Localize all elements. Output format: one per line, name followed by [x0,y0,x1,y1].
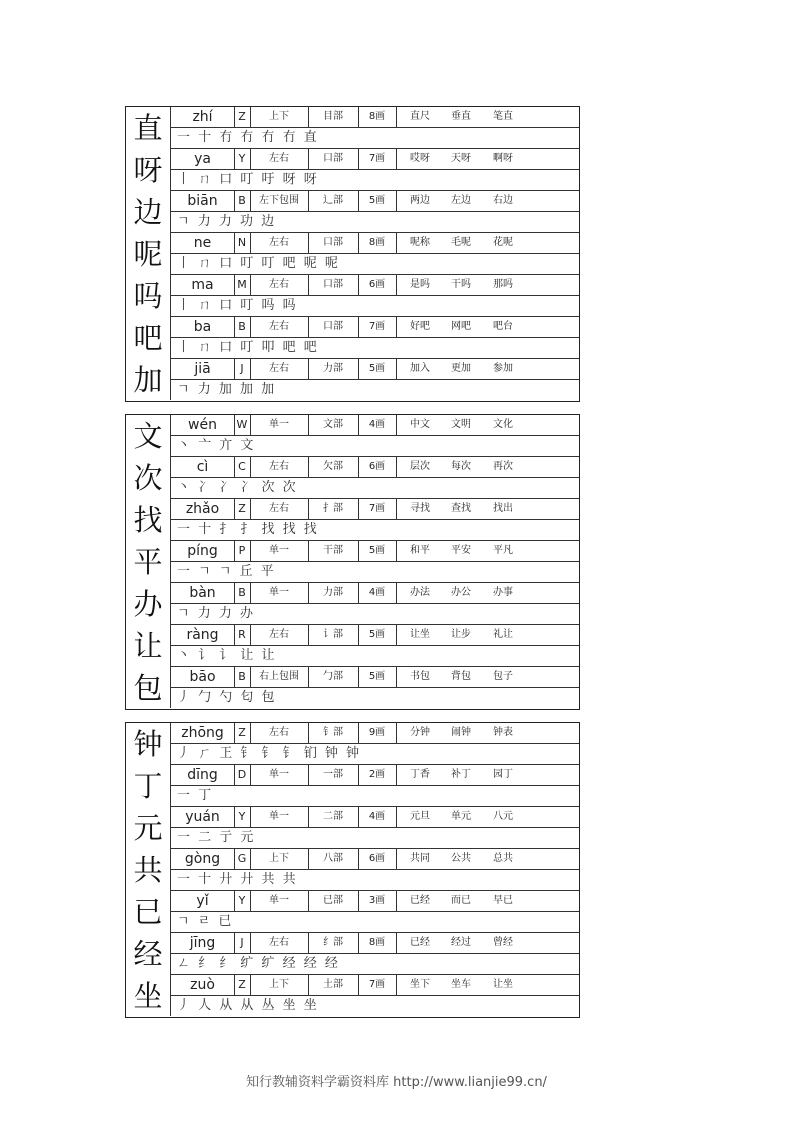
word-3: 笔直 [493,111,513,122]
stroke-count: 6画 [358,849,397,869]
stroke-order: 丿 勹 勺 匂 包 [170,688,579,708]
word-1: 直尺 [410,111,430,122]
stroke-count: 6画 [358,275,397,295]
radical: 辶部 [308,191,359,211]
large-character: 找 [133,503,163,537]
character-row [126,149,579,191]
large-character: 平 [133,545,163,579]
large-character: 办 [133,587,163,621]
stroke-order: 丨 ㄇ 口 叮 叮 吧 呢 呢 [170,254,579,274]
pinyin: ba [171,317,235,337]
stroke-count: 2画 [358,765,397,785]
radical: 口部 [308,149,359,169]
stroke-order: ㄥ 纟 纟 纩 纩 经 经 经 [170,954,579,974]
stroke-count: 4画 [358,583,397,603]
structure: 左右 [250,275,309,295]
word-1: 两边 [410,195,430,206]
initial-letter: J [234,933,251,953]
stroke-order: 丶 冫 冫 冫 次 次 [170,478,579,498]
large-character: 经 [133,937,163,971]
word-3: 总共 [493,853,513,864]
radical: 口部 [308,275,359,295]
character-row [126,415,579,457]
stroke-order: 一 ㄱ ㄱ 丘 平 [170,562,579,582]
stroke-order: 丶 讠 讠 让 让 [170,646,579,666]
character-info [170,807,579,828]
radical: 纟部 [308,933,359,953]
stroke-count: 5画 [358,625,397,645]
word-1: 分钟 [410,727,430,738]
word-2: 补丁 [451,769,471,780]
word-2: 经过 [451,937,471,948]
initial-letter: M [234,275,251,295]
word-3: 曾经 [493,937,513,948]
initial-letter: Z [234,975,251,995]
character-info [170,765,579,786]
pinyin: dīng [171,765,235,785]
initial-letter: Z [234,723,251,743]
word-1: 书包 [410,671,430,682]
word-3: 那吗 [493,279,513,290]
large-character: 呢 [133,237,163,271]
word-3: 八元 [493,811,513,822]
character-table [125,414,580,710]
initial-letter: B [234,317,251,337]
structure: 左右 [250,457,309,477]
radical: 力部 [308,359,359,379]
stroke-order: 一 丁 [170,786,579,806]
stroke-count: 8画 [358,933,397,953]
character-info [170,275,579,296]
pinyin: wén [171,415,235,435]
character-row [126,359,579,401]
radical: 讠部 [308,625,359,645]
structure: 单一 [250,583,309,603]
stroke-count: 8画 [358,233,397,253]
radical: 八部 [308,849,359,869]
radical: 土部 [308,975,359,995]
word-3: 平凡 [493,545,513,556]
stroke-order: 一 十 扌 扌 找 找 找 [170,520,579,540]
structure: 左右 [250,499,309,519]
stroke-order: 丨 ㄇ 口 叮 叩 吧 吧 [170,338,579,358]
word-1: 寻找 [410,503,430,514]
structure: 右上包围 [250,667,309,687]
character-info [170,975,579,996]
large-character: 呀 [133,153,163,187]
pinyin: bàn [171,583,235,603]
radical: 口部 [308,233,359,253]
word-1: 已经 [410,937,430,948]
character-row [126,849,579,891]
word-1: 加入 [410,363,430,374]
stroke-count: 4画 [358,415,397,435]
radical: 力部 [308,583,359,603]
word-2: 平安 [451,545,471,556]
large-character: 直 [133,111,163,145]
pinyin: zhǎo [171,499,235,519]
word-2: 公共 [451,853,471,864]
structure: 左右 [250,149,309,169]
stroke-order: 一 十 冇 冇 冇 冇 直 [170,128,579,148]
character-info [170,583,579,604]
word-2: 而已 [451,895,471,906]
radical: 口部 [308,317,359,337]
structure: 上下 [250,975,309,995]
radical: 扌部 [308,499,359,519]
character-row [126,107,579,149]
word-2: 单元 [451,811,471,822]
word-1: 坐下 [410,979,430,990]
character-row [126,233,579,275]
large-character: 加 [133,363,163,397]
structure: 左右 [250,233,309,253]
large-character: 吧 [133,321,163,355]
stroke-count: 8画 [358,107,397,127]
radical: 二部 [308,807,359,827]
word-3: 再次 [493,461,513,472]
stroke-order: 丶 亠 亣 文 [170,436,579,456]
stroke-count: 7画 [358,149,397,169]
character-row [126,275,579,317]
character-row [126,807,579,849]
word-2: 网吧 [451,321,471,332]
pinyin: ya [171,149,235,169]
character-row [126,317,579,359]
initial-letter: B [234,583,251,603]
word-3: 右边 [493,195,513,206]
radical: 目部 [308,107,359,127]
stroke-count: 4画 [358,807,397,827]
word-3: 早已 [493,895,513,906]
word-1: 共同 [410,853,430,864]
stroke-count: 9画 [358,723,397,743]
pinyin: ma [171,275,235,295]
radical: 一部 [308,765,359,785]
character-row [126,891,579,933]
pinyin: yuán [171,807,235,827]
pinyin: bāo [171,667,235,687]
character-row [126,583,579,625]
word-2: 更加 [451,363,471,374]
word-3: 园丁 [493,769,513,780]
character-info [170,933,579,954]
stroke-count: 5画 [358,359,397,379]
initial-letter: P [234,541,251,561]
structure: 左右 [250,723,309,743]
initial-letter: Z [234,499,251,519]
radical: 干部 [308,541,359,561]
radical: 文部 [308,415,359,435]
word-3: 办事 [493,587,513,598]
word-3: 吧台 [493,321,513,332]
pinyin: zuò [171,975,235,995]
character-info [170,415,579,436]
word-3: 花呢 [493,237,513,248]
large-character: 包 [133,671,163,705]
character-info [170,541,579,562]
structure: 单一 [250,807,309,827]
word-1: 好吧 [410,321,430,332]
stroke-count: 7画 [358,317,397,337]
stroke-order: 丨 ㄇ 口 叮 吗 吗 [170,296,579,316]
word-1: 办法 [410,587,430,598]
structure: 上下 [250,107,309,127]
footer-text: 知行教辅资料学霸资料库 http://www.lianjie99.cn/ [246,1075,547,1090]
word-2: 天呀 [451,153,471,164]
initial-letter: W [234,415,251,435]
character-row [126,457,579,499]
radical: 勹部 [308,667,359,687]
word-2: 毛呢 [451,237,471,248]
large-character: 文 [133,419,163,453]
character-row [126,625,579,667]
pinyin: jiā [171,359,235,379]
pinyin: cì [171,457,235,477]
initial-letter: Y [234,891,251,911]
character-row [126,765,579,807]
stroke-count: 7画 [358,499,397,519]
word-3: 钟表 [493,727,513,738]
initial-letter: C [234,457,251,477]
character-info [170,667,579,688]
character-info [170,359,579,380]
character-info [170,499,579,520]
radical: 钅部 [308,723,359,743]
initial-letter: Y [234,149,251,169]
structure: 单一 [250,765,309,785]
character-row [126,191,579,233]
character-info [170,107,579,128]
character-row [126,933,579,975]
word-1: 呢称 [410,237,430,248]
pinyin: gòng [171,849,235,869]
character-info [170,149,579,170]
initial-letter: Z [234,107,251,127]
stroke-order: 一 十 廾 廾 共 共 [170,870,579,890]
word-2: 坐车 [451,979,471,990]
word-3: 礼让 [493,629,513,640]
word-2: 让步 [451,629,471,640]
pinyin: zhí [171,107,235,127]
word-2: 办公 [451,587,471,598]
structure: 上下 [250,849,309,869]
stroke-order: 一 二 亍 元 [170,828,579,848]
large-character: 次 [133,461,163,495]
word-1: 哎呀 [410,153,430,164]
word-3: 找出 [493,503,513,514]
word-3: 包子 [493,671,513,682]
stroke-order: ㄱ 力 力 功 边 [170,212,579,232]
initial-letter: Y [234,807,251,827]
stroke-count: 6画 [358,457,397,477]
radical: 欠部 [308,457,359,477]
word-1: 已经 [410,895,430,906]
large-character: 元 [133,811,163,845]
structure: 单一 [250,415,309,435]
character-row [126,723,579,765]
large-character: 吗 [133,279,163,313]
initial-letter: N [234,233,251,253]
character-table [125,722,580,1018]
large-character: 丁 [133,769,163,803]
character-row [126,975,579,1017]
character-row [126,541,579,583]
word-1: 是吗 [410,279,430,290]
word-1: 丁香 [410,769,430,780]
radical: 已部 [308,891,359,911]
character-info [170,317,579,338]
pinyin: píng [171,541,235,561]
stroke-order: ㄱ 力 力 办 [170,604,579,624]
large-character: 边 [133,195,163,229]
word-2: 闹钟 [451,727,471,738]
word-1: 中文 [410,419,430,430]
character-table [125,106,580,402]
structure: 左右 [250,359,309,379]
pinyin: zhōng [171,723,235,743]
structure: 单一 [250,891,309,911]
word-2: 干吗 [451,279,471,290]
word-3: 啊呀 [493,153,513,164]
word-3: 让坐 [493,979,513,990]
character-info [170,457,579,478]
word-2: 查找 [451,503,471,514]
structure: 单一 [250,541,309,561]
initial-letter: B [234,191,251,211]
word-1: 和平 [410,545,430,556]
stroke-order: 丿 人 从 从 丛 坐 坐 [170,996,579,1016]
character-info [170,723,579,744]
character-info [170,625,579,646]
stroke-count: 7画 [358,975,397,995]
stroke-order: ㄱ ㄹ 已 [170,912,579,932]
stroke-order: ㄱ 力 加 加 加 [170,380,579,400]
word-2: 左边 [451,195,471,206]
stroke-count: 5画 [358,541,397,561]
structure: 左右 [250,625,309,645]
word-1: 元旦 [410,811,430,822]
character-row [126,667,579,709]
character-info [170,191,579,212]
structure: 左右 [250,317,309,337]
structure: 左下包围 [250,191,309,211]
initial-letter: R [234,625,251,645]
large-character: 共 [133,853,163,887]
structure: 左右 [250,933,309,953]
word-2: 垂直 [451,111,471,122]
initial-letter: J [234,359,251,379]
pinyin: jīng [171,933,235,953]
initial-letter: D [234,765,251,785]
pinyin: ràng [171,625,235,645]
pinyin: yǐ [171,891,235,911]
word-1: 让坐 [410,629,430,640]
word-2: 文明 [451,419,471,430]
stroke-order: 丿 ㄏ 㠪 钅 钅 钅 钔 钟 钟 [170,744,579,764]
stroke-count: 5画 [358,191,397,211]
pinyin: biān [171,191,235,211]
large-character: 已 [133,895,163,929]
pinyin: ne [171,233,235,253]
large-character: 坐 [133,979,163,1013]
initial-letter: G [234,849,251,869]
stroke-order: 丨 ㄇ 口 叮 吁 呀 呀 [170,170,579,190]
character-info [170,849,579,870]
word-2: 每次 [451,461,471,472]
stroke-count: 3画 [358,891,397,911]
character-row [126,499,579,541]
character-info [170,891,579,912]
large-character: 让 [133,629,163,663]
word-2: 背包 [451,671,471,682]
large-character: 钟 [133,727,163,761]
word-1: 层次 [410,461,430,472]
word-3: 参加 [493,363,513,374]
word-3: 文化 [493,419,513,430]
stroke-count: 5画 [358,667,397,687]
character-info [170,233,579,254]
initial-letter: B [234,667,251,687]
